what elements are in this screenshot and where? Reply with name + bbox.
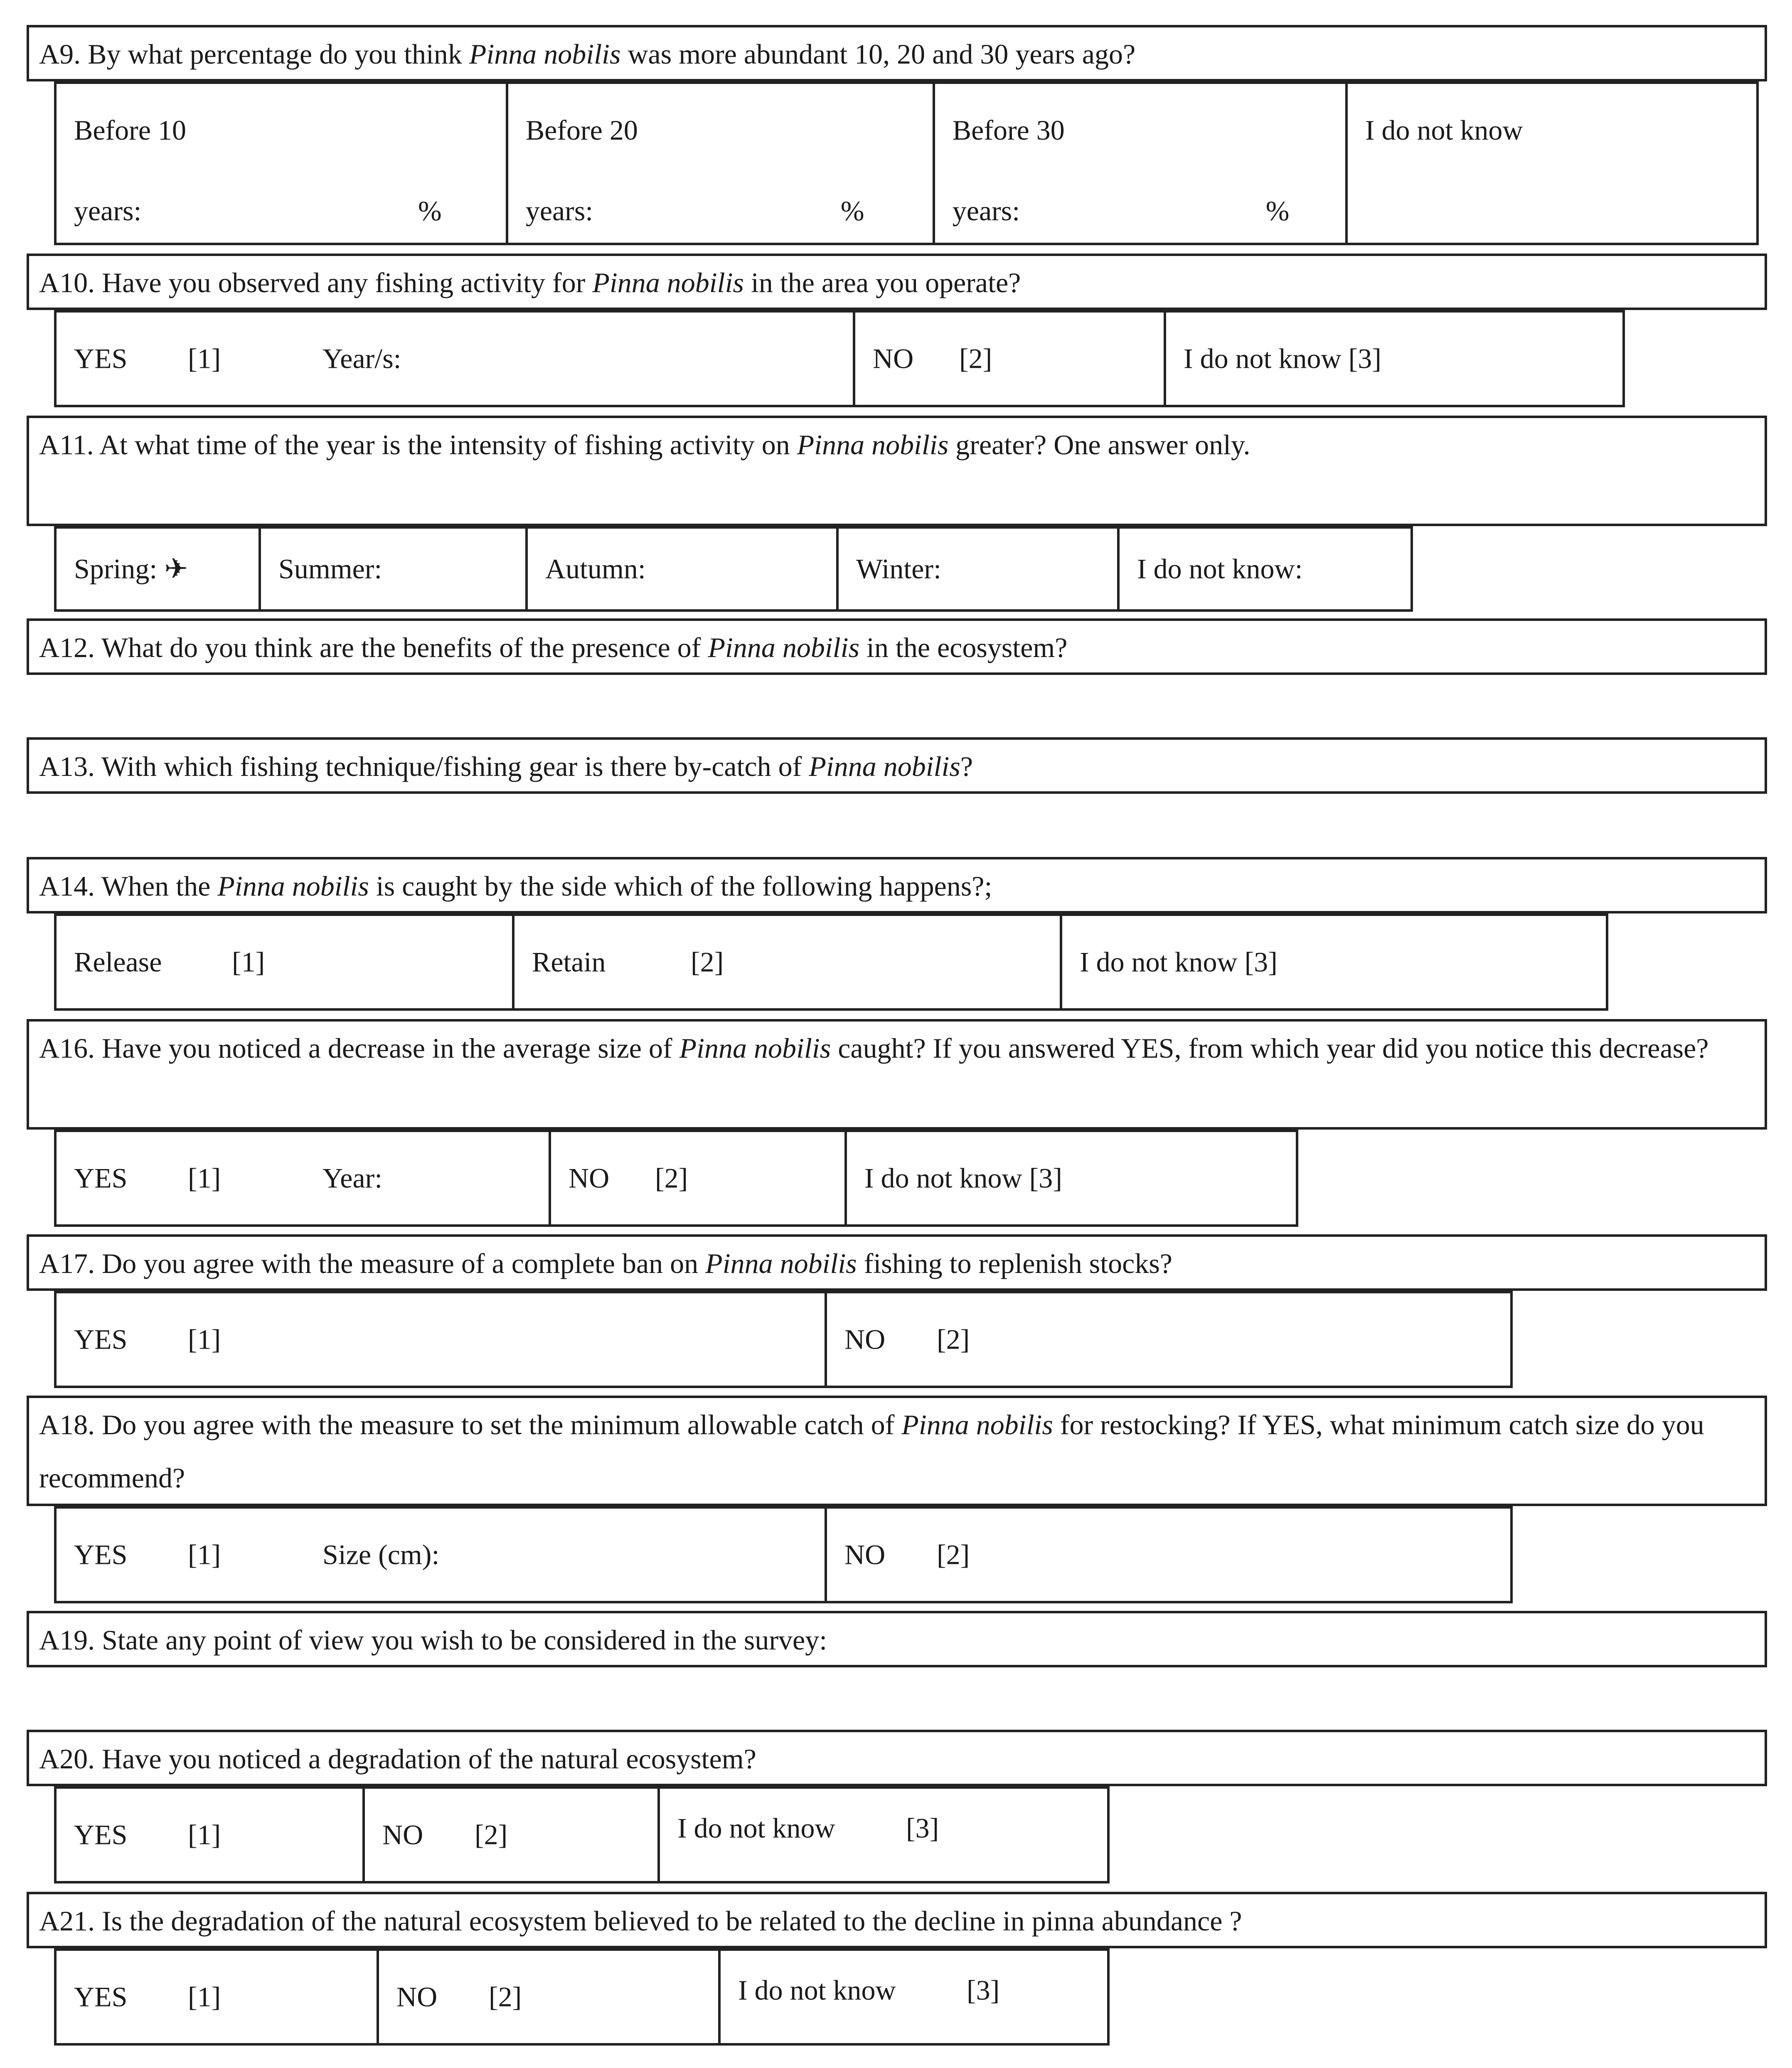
question-a20 xyxy=(27,1730,1767,1786)
option-a10-year-label: Year/s: xyxy=(322,342,401,374)
option-a17-yes-label: YES xyxy=(74,1323,128,1355)
option-a9-before-30-years: years: xyxy=(952,195,1020,226)
option-a21-no-code: [2] xyxy=(489,1981,522,2013)
option-a10-yes[interactable] xyxy=(57,313,855,405)
option-a10-do-not-know-label: I do not know [3] xyxy=(1184,342,1381,374)
option-a9-before-10-unit: % xyxy=(418,195,442,226)
option-a11-spring-label: Spring: ✈ xyxy=(74,553,188,585)
question-a18-post: for restocking? If YES, what minimum catch size do you recommend? xyxy=(39,1409,1704,1494)
option-a16-do-not-know-label: I do not know [3] xyxy=(864,1162,1062,1194)
option-a21-do-not-know-label: I do not know xyxy=(738,1974,896,2006)
option-a11-autumn[interactable] xyxy=(528,529,839,609)
option-a20-yes-label: YES xyxy=(74,1819,128,1851)
options-a16 xyxy=(54,1130,1298,1227)
question-a14 xyxy=(27,857,1767,913)
option-a10-no[interactable] xyxy=(855,313,1166,405)
option-a14-release-code: [1] xyxy=(232,946,265,978)
option-a16-no-label: NO xyxy=(569,1162,610,1194)
option-a17-yes-code: [1] xyxy=(188,1323,221,1355)
question-a12 xyxy=(27,618,1767,675)
option-a16-yes-code: [1] xyxy=(188,1162,221,1194)
question-a17-post: fishing to replenish stocks? xyxy=(857,1248,1172,1279)
option-a17-no-code: [2] xyxy=(937,1323,970,1355)
option-a9-before-20[interactable] xyxy=(508,84,935,243)
question-a11-pre: A11. At what time of the year is the intensity of fishing activity on xyxy=(39,429,797,460)
option-a14-release-label: Release xyxy=(74,946,162,978)
option-a11-winter[interactable] xyxy=(839,529,1120,609)
option-a20-yes[interactable] xyxy=(57,1789,365,1881)
option-a9-before-30-unit: % xyxy=(1265,195,1290,226)
question-a13-post: ? xyxy=(960,751,973,782)
question-a16-species: Pinna nobilis xyxy=(679,1032,831,1064)
question-a10 xyxy=(27,254,1767,310)
option-a18-yes-label: YES xyxy=(74,1539,128,1571)
question-a14-pre: A14. When the xyxy=(39,870,218,902)
question-a10-post: in the area you operate? xyxy=(743,267,1021,298)
option-a18-no-label: NO xyxy=(844,1539,886,1571)
question-a16-pre: A16. Have you noticed a decrease in the average size of xyxy=(39,1032,679,1064)
question-a16-post: caught? If you answered YES, from which year did you notice this decrease? xyxy=(831,1032,1709,1064)
question-a12-post: in the ecosystem? xyxy=(859,632,1068,663)
question-a17-species: Pinna nobilis xyxy=(705,1248,857,1279)
option-a11-do-not-know-label: I do not know: xyxy=(1137,553,1303,585)
option-a21-no-label: NO xyxy=(396,1981,438,2013)
question-a20-text: A20. Have you noticed a degradation of the natural ecosystem? xyxy=(39,1743,756,1775)
question-a21 xyxy=(27,1892,1767,1948)
question-a17 xyxy=(27,1234,1767,1291)
option-a21-yes-code: [1] xyxy=(188,1981,221,2013)
option-a11-autumn-label: Autumn: xyxy=(545,553,646,585)
options-a18 xyxy=(54,1506,1513,1603)
option-a20-no[interactable] xyxy=(365,1789,660,1881)
option-a20-do-not-know-label: I do not know xyxy=(677,1812,835,1844)
option-a21-do-not-know[interactable] xyxy=(721,1951,1107,2043)
option-a11-summer[interactable] xyxy=(261,529,528,609)
question-a9-post: was more abundant 10, 20 and 30 years ago? xyxy=(620,38,1136,70)
option-a9-before-30-label: Before 30 xyxy=(952,114,1065,146)
option-a17-no[interactable] xyxy=(827,1293,1510,1386)
option-a11-do-not-know[interactable] xyxy=(1120,529,1410,609)
question-a18-pre: A18. Do you agree with the measure to set the minimum allowable catch of xyxy=(39,1409,902,1440)
question-a12-species: Pinna nobilis xyxy=(708,632,860,663)
option-a9-before-30[interactable] xyxy=(935,84,1348,243)
option-a10-no-label: NO xyxy=(873,342,914,374)
option-a14-retain-code: [2] xyxy=(691,946,724,978)
option-a16-no[interactable] xyxy=(551,1132,847,1224)
option-a14-retain-label: Retain xyxy=(532,946,606,978)
options-a21 xyxy=(54,1948,1110,2046)
option-a10-yes-label: YES xyxy=(74,342,128,374)
option-a16-no-code: [2] xyxy=(655,1162,688,1194)
option-a9-before-10-label: Before 10 xyxy=(74,114,187,146)
question-a18 xyxy=(27,1396,1767,1506)
option-a21-yes[interactable] xyxy=(57,1951,379,2043)
option-a9-do-not-know-label: I do not know xyxy=(1365,114,1523,146)
question-a13-pre: A13. With which fishing technique/fishing gear is there by-catch of xyxy=(39,751,809,782)
option-a11-spring[interactable] xyxy=(57,529,261,609)
option-a18-no[interactable] xyxy=(827,1509,1510,1601)
option-a16-do-not-know[interactable] xyxy=(847,1132,1296,1224)
options-a9 xyxy=(54,81,1759,245)
question-a10-pre: A10. Have you observed any fishing activity for xyxy=(39,267,593,298)
option-a20-do-not-know[interactable] xyxy=(660,1789,1107,1881)
question-a11-post: greater? One answer only. xyxy=(948,429,1250,460)
option-a20-no-code: [2] xyxy=(475,1819,508,1851)
option-a18-size-label: Size (cm): xyxy=(322,1539,440,1571)
question-a21-text: A21. Is the degradation of the natural ecosystem believed to be related to the decline in pinna abundance ? xyxy=(39,1905,1242,1937)
option-a20-do-not-know-code: [3] xyxy=(906,1812,939,1844)
option-a21-yes-label: YES xyxy=(74,1981,128,2013)
question-a13 xyxy=(27,737,1767,794)
option-a16-year-label: Year: xyxy=(322,1162,383,1194)
question-a14-species: Pinna nobilis xyxy=(217,870,369,902)
option-a20-no-label: NO xyxy=(382,1819,423,1851)
option-a9-before-10-years: years: xyxy=(74,195,142,226)
options-a11 xyxy=(54,526,1413,612)
question-a12-pre: A12. What do you think are the benefits of the presence of xyxy=(39,632,708,663)
option-a10-yes-code: [1] xyxy=(188,342,221,374)
option-a11-winter-label: Winter: xyxy=(856,553,941,585)
option-a9-before-20-label: Before 20 xyxy=(525,114,638,146)
option-a14-do-not-know[interactable] xyxy=(1062,916,1606,1008)
question-a19-text: A19. State any point of view you wish to be considered in the survey: xyxy=(39,1624,827,1656)
option-a18-yes-code: [1] xyxy=(188,1539,221,1571)
question-a11-species: Pinna nobilis xyxy=(797,429,949,460)
options-a14 xyxy=(54,913,1608,1011)
option-a10-do-not-know[interactable] xyxy=(1166,313,1622,405)
option-a14-do-not-know-label: I do not know [3] xyxy=(1080,946,1278,978)
option-a16-yes[interactable] xyxy=(57,1132,551,1224)
option-a17-yes[interactable] xyxy=(57,1293,827,1386)
option-a21-do-not-know-code: [3] xyxy=(967,1974,1000,2006)
option-a21-no[interactable] xyxy=(379,1951,721,2043)
option-a18-no-code: [2] xyxy=(937,1539,970,1571)
option-a14-retain[interactable] xyxy=(514,916,1062,1008)
option-a17-no-label: NO xyxy=(844,1323,886,1355)
option-a11-summer-label: Summer: xyxy=(278,553,382,585)
question-a10-species: Pinna nobilis xyxy=(592,267,744,298)
option-a18-yes[interactable] xyxy=(57,1509,827,1601)
option-a9-do-not-know[interactable] xyxy=(1348,84,1756,243)
question-a9 xyxy=(27,25,1767,81)
question-a14-post: is caught by the side which of the following happens?; xyxy=(369,870,992,902)
option-a20-yes-code: [1] xyxy=(188,1819,221,1851)
options-a10 xyxy=(54,310,1625,407)
question-a9-species: Pinna nobilis xyxy=(469,38,621,70)
option-a9-before-20-years: years: xyxy=(525,195,593,226)
option-a10-no-code: [2] xyxy=(959,342,992,374)
question-a18-species: Pinna nobilis xyxy=(901,1409,1053,1440)
question-a9-pre: A9. By what percentage do you think xyxy=(39,38,469,70)
option-a9-before-10[interactable] xyxy=(57,84,508,243)
options-a20 xyxy=(54,1786,1110,1883)
option-a14-release[interactable] xyxy=(57,916,514,1008)
option-a16-yes-label: YES xyxy=(74,1162,128,1194)
question-a19 xyxy=(27,1611,1767,1667)
question-a11 xyxy=(27,416,1767,526)
question-a16 xyxy=(27,1019,1767,1130)
options-a17 xyxy=(54,1291,1513,1388)
question-a13-species: Pinna nobilis xyxy=(809,751,960,782)
option-a9-before-20-unit: % xyxy=(840,195,864,226)
question-a17-pre: A17. Do you agree with the measure of a complete ban on xyxy=(39,1248,706,1279)
